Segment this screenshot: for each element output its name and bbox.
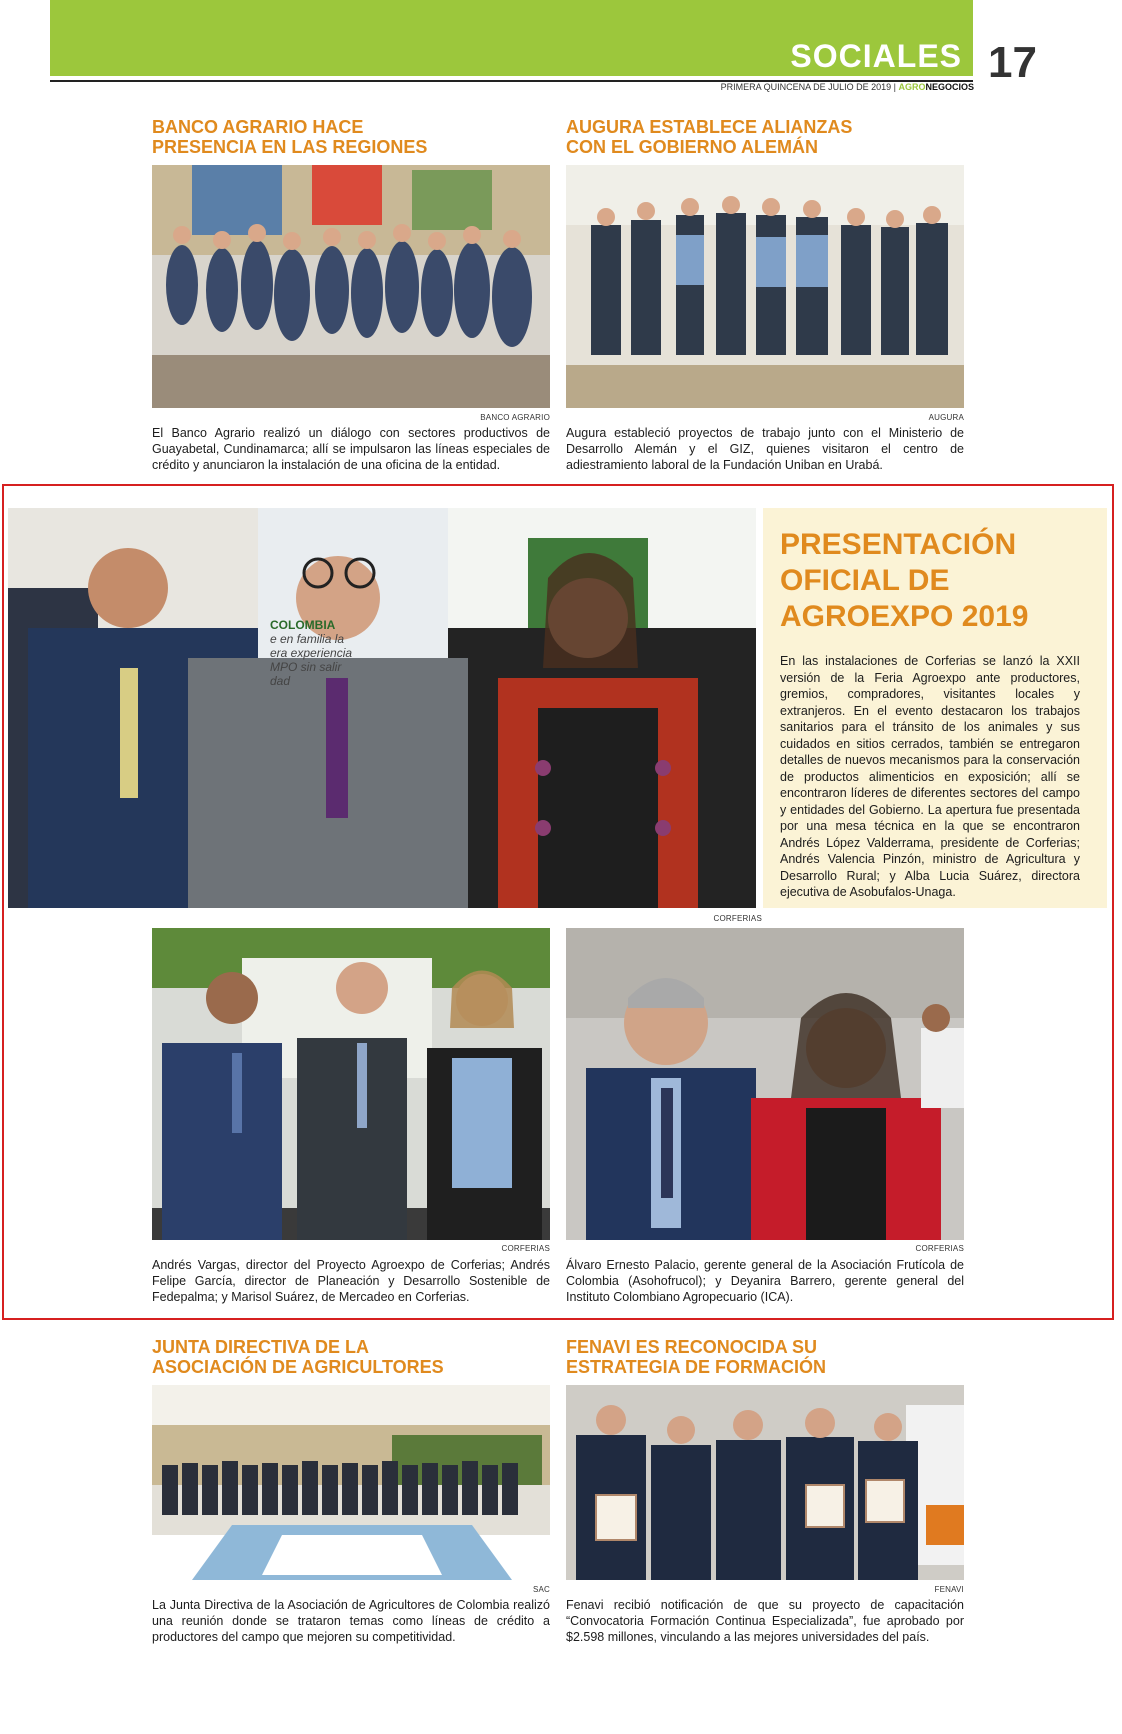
agroexpo-left-credit: CORFERIAS (501, 1244, 550, 1253)
junta-caption: La Junta Directiva de la Asociación de Agricultores de Colombia realizó una reunión donde se trataron temas como líneas de crédito a productores del campo que mejoren su competitividad. (152, 1598, 550, 1644)
agroexpo-title: PRESENTACIÓN OFICIAL DE AGROEXPO 2019 (780, 528, 1029, 633)
banco-headline: BANCO AGRARIO HACE PRESENCIA EN LAS REGIONES (152, 117, 428, 157)
augura-photo (566, 165, 964, 408)
banco-caption: El Banco Agrario realizó un diálogo con sectores productivos de Guayabetal, Cundinamarca; allí se impulsaron las líneas especiales de crédito y anunciaron la instalación de una oficina de la entidad. (152, 426, 550, 472)
junta-photo (152, 1385, 550, 1580)
banco-photo (152, 165, 550, 408)
section-title: SOCIALES (790, 38, 962, 74)
agroexpo-main-credit: CORFERIAS (713, 914, 762, 923)
agroexpo-main-photo (8, 508, 756, 908)
agroexpo-left-caption: Andrés Vargas, director del Proyecto Agroexpo de Corferias; Andrés Felipe García, director de Planeación y Desarrollo Sostenible de Fedepalma; y Marisol Suárez, de Mercadeo en Corferias. (152, 1258, 550, 1304)
agroexpo-right-credit: CORFERIAS (915, 1244, 964, 1253)
junta-headline: JUNTA DIRECTIVA DE LA ASOCIACIÓN DE AGRICULTORES (152, 1337, 444, 1377)
agroexpo-right-caption: Álvaro Ernesto Palacio, gerente general de la Asociación Frutícola de Colombia (Asohofrucol); y Deyanira Barrero, gerente general del Instituto Colombiano Agropecuario (ICA). (566, 1258, 964, 1304)
fenavi-caption: Fenavi recibió notificación de que su proyecto de capacitación “Convocatoria Formación Continua Especializada”, fue aprobado por $2.598 millones, vinculando a las mejores universidades del país. (566, 1598, 964, 1644)
agroexpo-right-photo (566, 928, 964, 1240)
augura-caption: Augura estableció proyectos de trabajo junto con el Ministerio de Desarrollo Alemán y el GIZ, quienes visitaron el centro de adiestramiento laboral de la Fundación Uniban en Urabá. (566, 426, 964, 472)
agroexpo-left-photo (152, 928, 550, 1240)
page-number: 17 (988, 38, 1037, 87)
banco-photo-credit: BANCO AGRARIO (480, 413, 550, 422)
brand-agro: AGRO (898, 82, 926, 92)
issue-line: PRIMERA QUINCENA DE JULIO DE 2019 | AGRONEGOCIOS (720, 82, 974, 92)
agroexpo-banner-text: COLOMBIA e en familia la era experiencia MPO sin salir dad (270, 618, 353, 688)
augura-headline: AUGURA ESTABLECE ALIANZAS CON EL GOBIERNO ALEMÁN (566, 117, 853, 157)
issue-date: PRIMERA QUINCENA DE JULIO DE 2019 (720, 82, 892, 92)
fenavi-photo-credit: FENAVI (934, 1585, 964, 1594)
fenavi-photo (566, 1385, 964, 1580)
agroexpo-body: En las instalaciones de Corferias se lanzó la XXII versión de la Feria Agroexpo ante productores, gremios, compradores, visitantes locales y extranjeros. En el evento destacaron los trabajos sanitarios para el tránsito de los animales y sus cuidados en sitios cerrados, también se entregaron detalles de nuevos mecanismos para la conservación de productos alimenticios en exposición; allí se encontraron líderes de diferentes sectores del campo y entidades del Gobierno. La apertura fue presentada por una mesa técnica en la que se encontraron Andrés López Valderrama, presidente de Corferias; Andrés Valencia Pinzón, ministro de Agricultura y Desarrollo Rural; y Alba Lucia Suárez, directora ejecutiva de Asobufalos-Unaga. (780, 654, 1080, 899)
fenavi-headline: FENAVI ES RECONOCIDA SU ESTRATEGIA DE FORMACIÓN (566, 1337, 826, 1377)
augura-photo-credit: AUGURA (928, 413, 964, 422)
junta-photo-credit: SAC (532, 1585, 550, 1594)
brand-negocios: NEGOCIOS (925, 82, 974, 92)
